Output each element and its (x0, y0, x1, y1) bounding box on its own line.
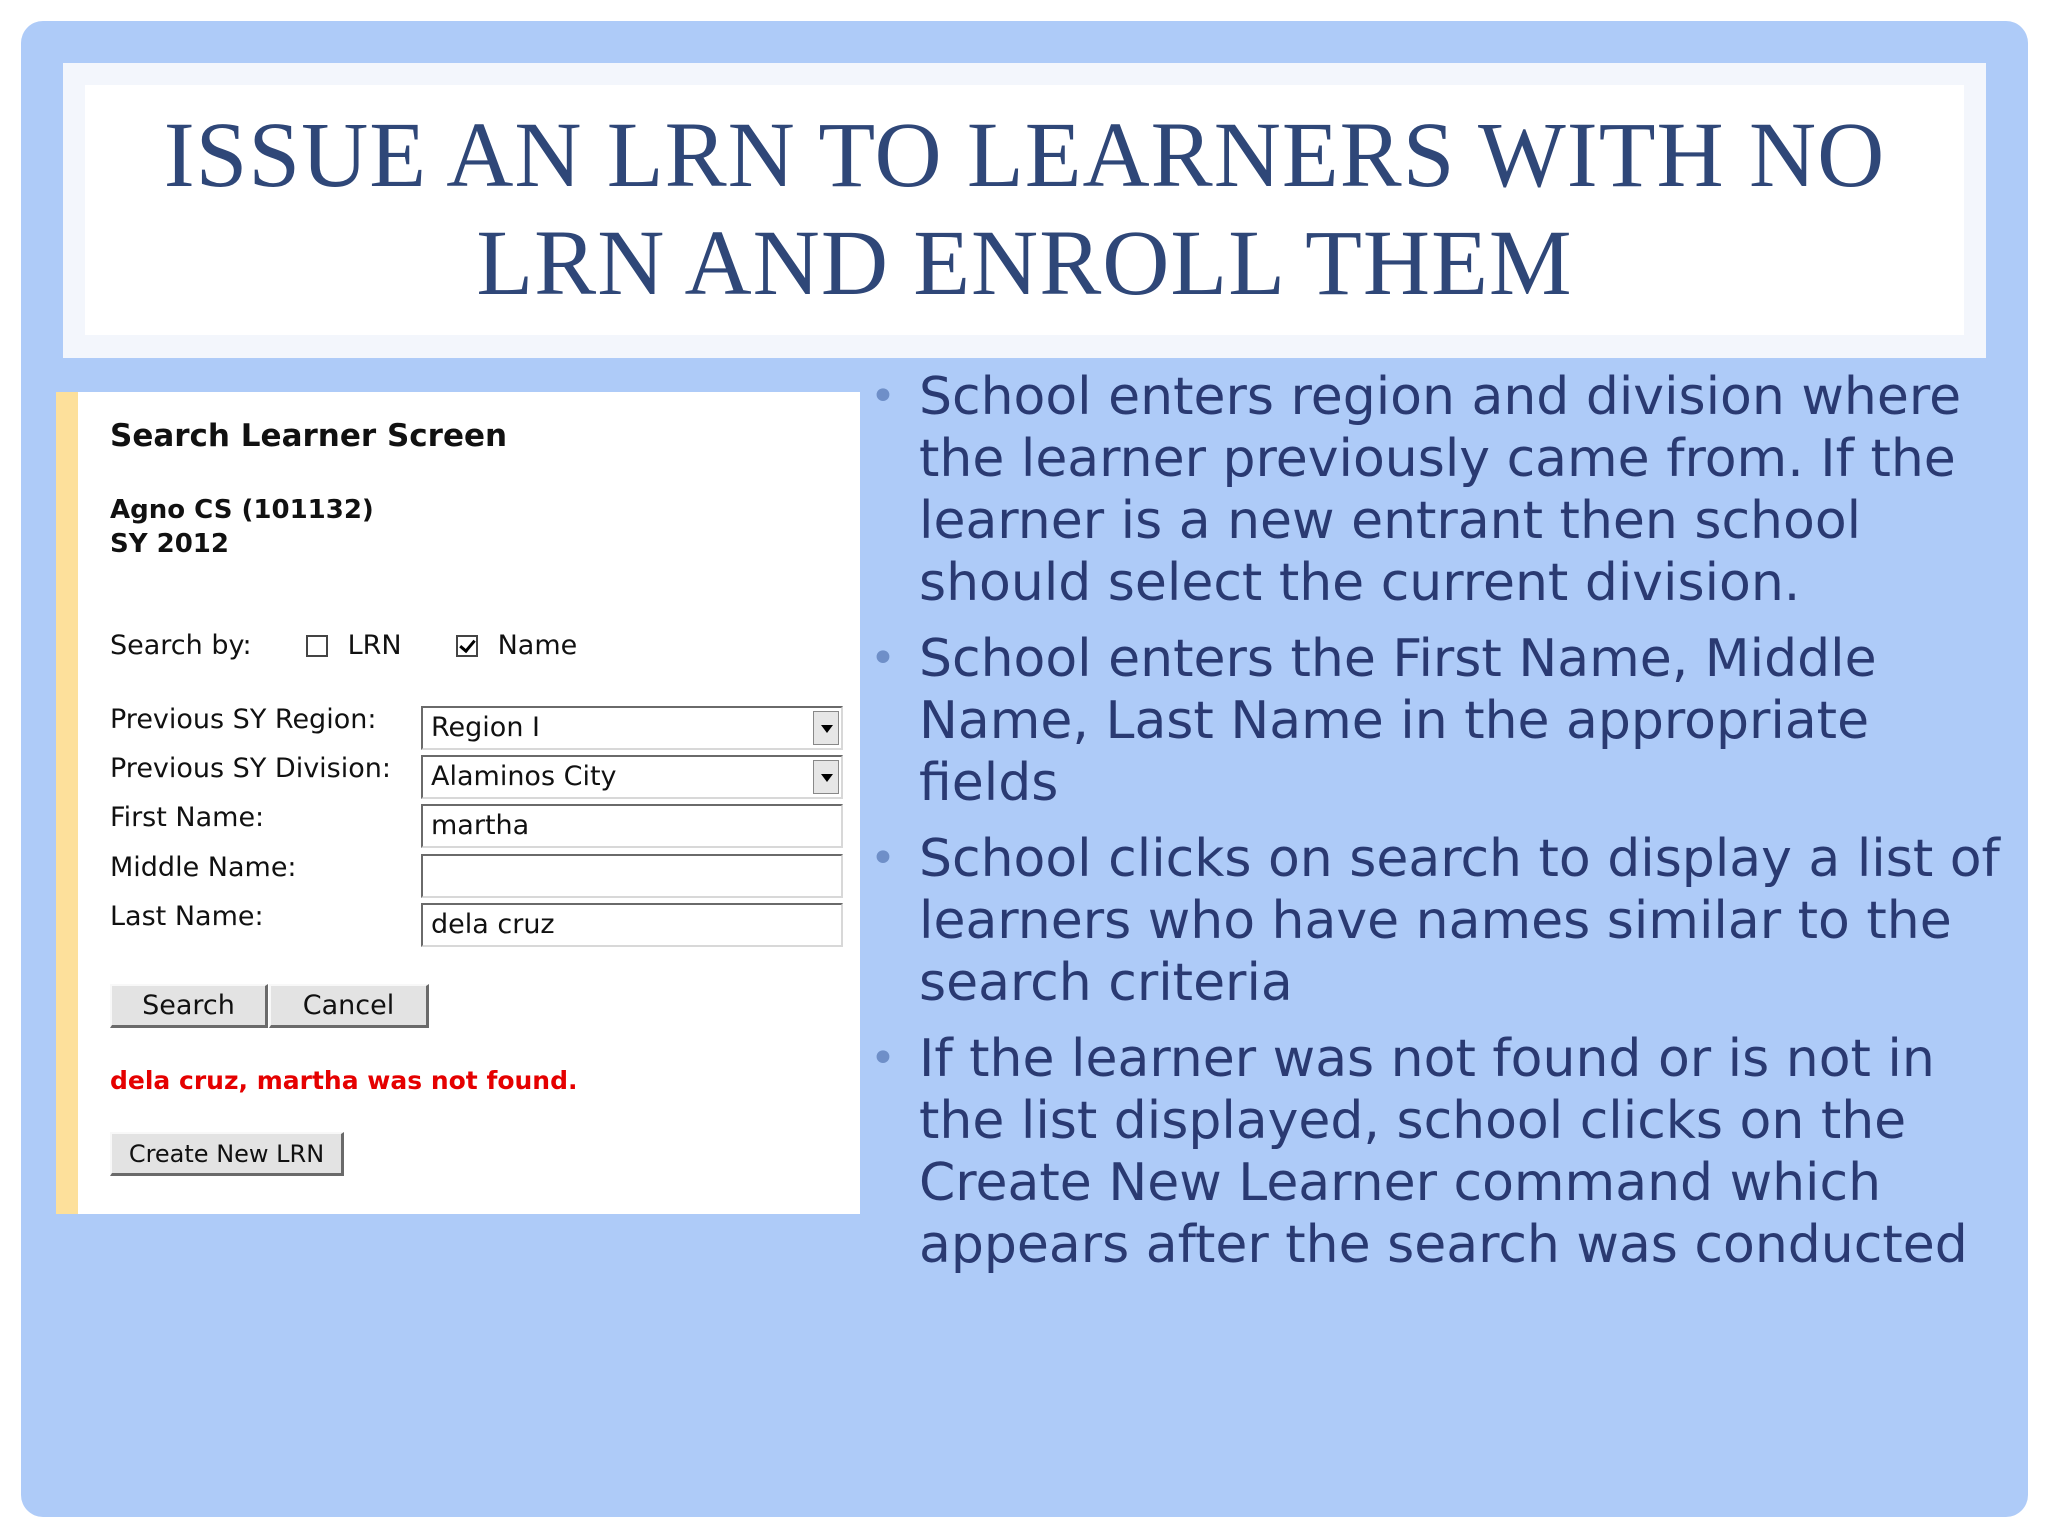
last-name-input[interactable]: dela cruz (421, 903, 843, 947)
bullet-item (862, 1028, 2022, 1276)
search-by-label: Search by: (110, 630, 252, 661)
cancel-button[interactable]: Cancel (269, 984, 429, 1028)
search-button[interactable]: Search (110, 984, 268, 1028)
bullet-text: School enters the First Name, Middle Name, Last Name in the appropriate fields (919, 629, 1877, 813)
division-select[interactable] (421, 755, 843, 799)
bullet-item (862, 828, 2022, 1014)
screen-heading: Search Learner Screen (110, 418, 508, 454)
school-year: SY 2012 (110, 529, 229, 559)
first-name-row (110, 800, 854, 846)
screen-accent-bar (56, 392, 78, 1214)
division-label: Previous SY Division: (110, 753, 391, 784)
first-name-label: First Name: (110, 802, 265, 833)
lrn-checkbox[interactable] (306, 635, 328, 657)
search-learner-form (110, 392, 860, 1214)
region-select-value: Region I (431, 712, 540, 743)
search-learner-screenshot (56, 392, 860, 1214)
school-name: Agno CS (101132) (110, 495, 374, 525)
bullet-item (862, 366, 2022, 614)
region-select[interactable] (421, 706, 843, 750)
name-checkbox-label: Name (497, 630, 578, 661)
search-by-lrn-option[interactable] (306, 630, 402, 661)
bullet-icon: • (870, 371, 896, 422)
bullet-icon: • (870, 1033, 896, 1084)
not-found-message: dela cruz, martha was not found. (110, 1066, 578, 1095)
lrn-checkbox-label: LRN (347, 630, 402, 661)
instruction-bullets (862, 366, 2022, 1290)
bullet-text: School enters region and division where the learner previously came from. If the learner is a new entrant then school should select the current division. (919, 367, 1962, 613)
last-name-label: Last Name: (110, 901, 264, 932)
division-select-value: Alaminos City (431, 761, 617, 792)
bullet-icon: • (870, 833, 896, 884)
region-label: Previous SY Region: (110, 704, 377, 735)
first-name-input[interactable]: martha (421, 804, 843, 848)
search-by-name-option[interactable] (456, 630, 578, 661)
bullet-text: School clicks on search to display a list of learners who have names similar to the search criteria (919, 829, 2000, 1013)
bullet-icon: • (870, 633, 896, 684)
slide-title-line-2: LRN AND ENROLL THEM (476, 212, 1573, 315)
last-name-row (110, 899, 854, 945)
create-new-lrn-button[interactable]: Create New LRN (110, 1132, 344, 1176)
middle-name-input[interactable] (421, 854, 843, 898)
name-checkbox[interactable] (456, 635, 478, 657)
middle-name-label: Middle Name: (110, 852, 297, 883)
chevron-down-icon[interactable] (813, 760, 839, 794)
slide-title (164, 102, 1886, 318)
bullet-text: If the learner was not found or is not in the list displayed, school clicks on the Create New Learner command which appears after the search was conducted (919, 1029, 1968, 1275)
title-box (85, 85, 1964, 335)
region-row (110, 702, 854, 748)
search-by-row (110, 630, 577, 661)
slide-title-line-1: ISSUE AN LRN TO LEARNERS WITH NO (163, 104, 1886, 207)
middle-name-row (110, 850, 854, 896)
chevron-down-icon[interactable] (813, 711, 839, 745)
bullet-item (862, 628, 2022, 814)
division-row (110, 751, 854, 797)
